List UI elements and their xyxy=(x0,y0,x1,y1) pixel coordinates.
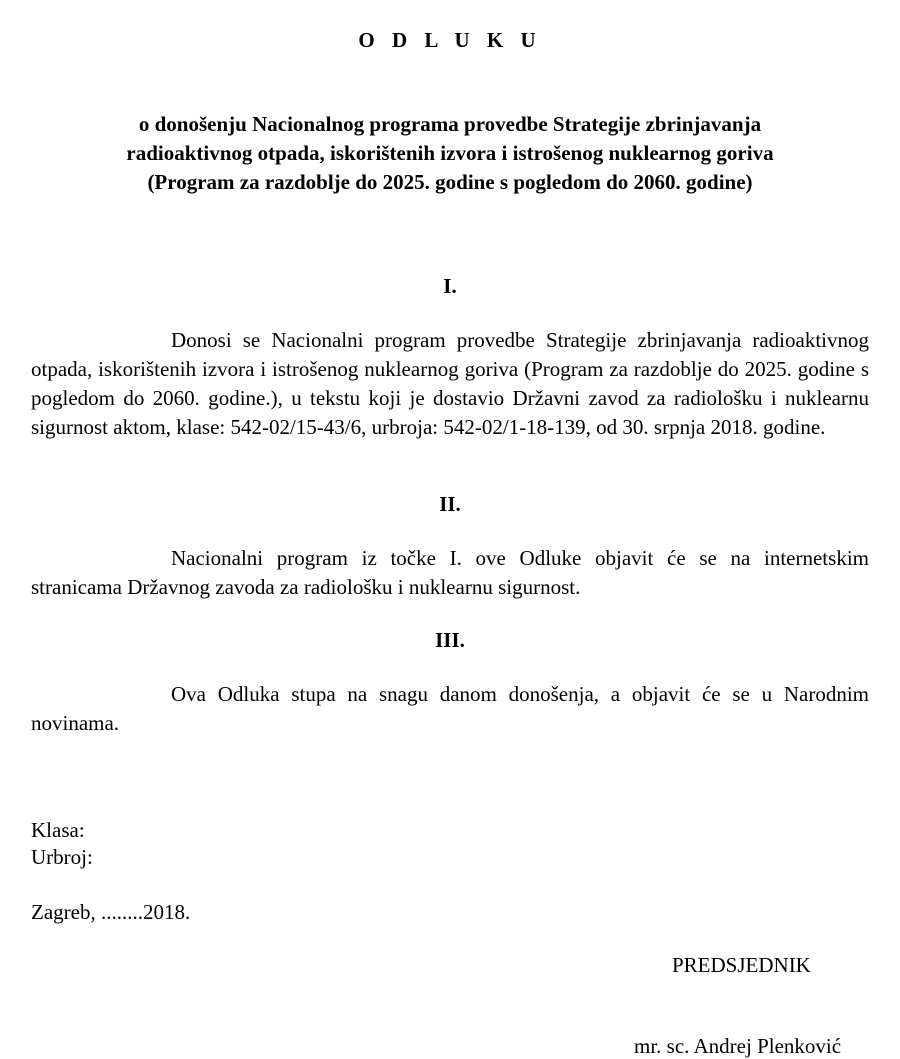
document-title: O D L U K U xyxy=(358,28,542,52)
signatory-name: mr. sc. Andrej Plenković xyxy=(634,1034,842,1058)
subtitle-line: o donošenju Nacionalnog programa provedbe Strategije zbrinjavanja xyxy=(138,112,762,136)
signatory-title: PREDSJEDNIK xyxy=(672,953,811,977)
section-text-1: Donosi se Nacionalni program provedbe Strategije zbrinjavanja radioaktivnog otpada, iskorištenih izvora i istrošenog nuklearnog goriva (Program za razdoblje do 2025. godine s pogledom do 2060. godine.), u tekstu koji je dostavio Državni zavod za radiološku i nuklearnu sigurnost aktom, klase: 542-02/15-43/6, urbroja: 542-02/1-18-139, od 30. srpnja 2018. godine. xyxy=(31,328,869,439)
subtitle-line: (Program za razdoblje do 2025. godine s pogledom do 2060. godine) xyxy=(147,170,753,194)
place-date: Zagreb, ........2018. xyxy=(31,900,191,924)
section-number-1: I. xyxy=(443,274,457,298)
klasa-label: Klasa: xyxy=(31,818,85,842)
section-number-2: II. xyxy=(439,492,461,516)
document-subtitle xyxy=(40,110,860,197)
subtitle-line: radioaktivnog otpada, iskorištenih izvora i istrošenog nuklearnog goriva xyxy=(126,141,774,165)
section-text-2: Nacionalni program iz točke I. ove Odluke objavit će se na internetskim stranicama Državnog zavoda za radiološku i nuklearnu sigurnost. xyxy=(31,546,869,599)
section-number-3: III. xyxy=(435,628,465,652)
section-text-3: Ova Odluka stupa na snagu danom donošenja, a objavit će se u Narodnim novinama. xyxy=(31,682,869,735)
urbroj-label: Urbroj: xyxy=(31,845,93,869)
